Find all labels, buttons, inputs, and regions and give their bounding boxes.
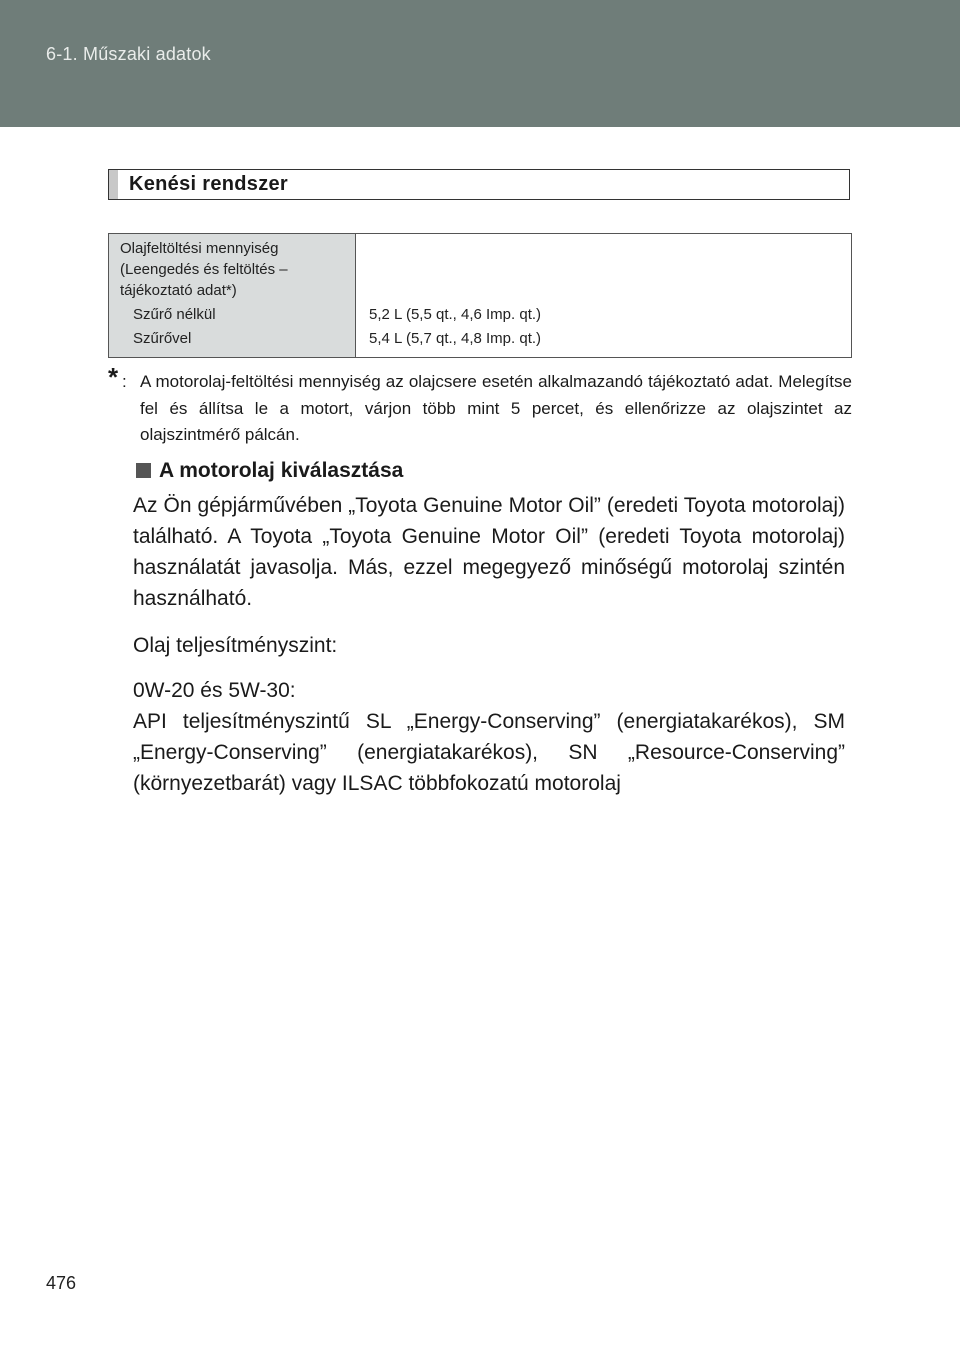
spec-value-no-filter: 5,2 L (5,5 qt., 4,6 Imp. qt.): [369, 306, 542, 323]
page-number: 476: [46, 1273, 77, 1293]
footnote-text: A motorolaj-feltöltési mennyiség az olajcsere esetén alkalmazandó tájékoztató adat. Melegítse fel és állítsa le a motort, várjon több mint 5 percet, és ellenőrizze az olajszintet az olajszintmérő pálcán.: [140, 372, 852, 444]
footnote-separator: :: [122, 372, 127, 391]
spec-label-cell: [109, 234, 356, 358]
bullet-square-icon: [136, 463, 151, 478]
page-header-band: [0, 0, 960, 127]
spec-value-with-filter: 5,4 L (5,7 qt., 4,8 Imp. qt.): [369, 330, 542, 347]
spec-label-line: (Leengedés és feltöltés –: [120, 261, 288, 278]
spec-value-cell: [356, 234, 852, 358]
spec-label-no-filter: Szűrő nélkül: [133, 306, 216, 323]
oil-viscosity-line: 0W-20 és 5W-30:: [133, 679, 296, 702]
spec-label-line: tájékoztató adat*): [120, 282, 237, 299]
chapter-title: 6-1. Műszaki adatok: [46, 44, 211, 64]
oil-intro-paragraph: Az Ön gépjárművében „Toyota Genuine Motor Oil” (eredeti Toyota motorolaj) található. A Toyota „Toyota Genuine Motor Oil” (eredeti Toyota motorolaj) használatát javasolja. Más, ezzel megegyező minőségű motorolaj szintén használható.: [133, 494, 845, 610]
spec-label-with-filter: Szűrővel: [133, 330, 192, 347]
table-row: [109, 234, 852, 358]
oil-api-spec-paragraph: API teljesítményszintű SL „Energy-Conserving” (energiatakarékos), SM „Energy-Conserving” (energiatakarékos), SN „Resource-Conserving” (környezetbarát) vagy ILSAC többfokozatú motorolaj: [133, 710, 845, 795]
spec-label-line: Olajfeltöltési mennyiség: [120, 240, 279, 257]
section-heading-accent: [109, 170, 118, 199]
section-heading-box: [108, 169, 850, 200]
section-title: Kenési rendszer: [129, 173, 289, 195]
oil-capacity-table: [108, 233, 852, 358]
oil-selection-heading: A motorolaj kiválasztása: [159, 459, 404, 482]
oil-grade-label: Olaj teljesítményszint:: [133, 634, 338, 657]
footnote-marker: *: [108, 362, 119, 392]
